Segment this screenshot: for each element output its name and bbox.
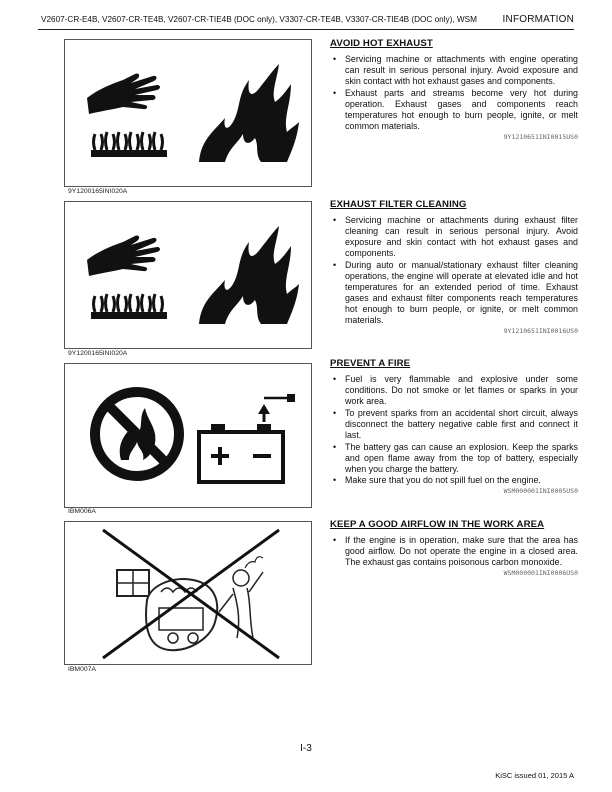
hot-surface-icon [91,132,167,157]
section-prevent-a-fire [330,358,578,495]
list-item: • To prevent sparks from an accidental short circuit, always disconnect the battery negative cable first and connect it last. [330,408,578,441]
flame-icon [199,226,299,324]
section-keep-good-airflow [330,519,578,577]
list-item: • Exhaust parts and streams become very hot during operation. Exhaust gases and components reach temperatures hot enough to burn people, ignite, or melt common materials. [330,88,578,132]
list-item: • During auto or manual/stationary exhaust filter cleaning operations, the engine will operate at elevated idle and hot temperatures for an extended period of time. Exhaust gases and exhaust filter components reach temperatures hot enough to burn people, or ignite, or melt common materials. [330,260,578,327]
section-avoid-hot-exhaust [330,38,578,141]
reference-code: 9Y1210651INI0016US0 [503,327,578,336]
list-item: • Fuel is very flammable and explosive under some conditions. Do not smoke or let flames or sparks in your work area. [330,374,578,407]
bullet-list [330,535,578,568]
hot-surface-icon [91,294,167,319]
list-item: • Servicing machine or attachments during exhaust filter cleaning can result in serious personal injury. Avoid exposure and skin contact with hot exhaust gases and components. [330,215,578,259]
list-item: • The battery gas can cause an explosion. Keep the sparks and open flame away from the top of battery, especially when you charge the battery. [330,442,578,475]
figure-code-3: IBM006A [68,508,96,515]
section-title: PREVENT A FIRE [330,358,411,369]
section-title: KEEP A GOOD AIRFLOW IN THE WORK AREA [330,519,545,530]
figure-code-4: IBM007A [68,666,96,673]
section-title: EXHAUST FILTER CLEANING [330,199,467,210]
bullet-list [330,215,578,326]
header-divider [38,29,574,30]
section-exhaust-filter-cleaning [330,199,578,335]
bullet-list [330,54,578,132]
header-models: V2607-CR-E4B, V2607-CR-TE4B, V2607-CR-TIE4B (DOC only), V3307-CR-TE4B, V3307-CR-TIE4B (DOC only), WSM [41,15,477,24]
list-item: • Servicing machine or attachments with engine operating can result in serious personal injury. Avoid exposure and skin contact with hot exhaust gases and components. [330,54,578,87]
hot-exhaust-illustration [65,40,311,186]
reference-code: WSM000001INI0005US0 [503,487,578,496]
figure-panel-4 [64,521,312,665]
flame-icon [199,64,299,162]
page-number: I-3 [300,743,312,754]
issue-label: KiSC issued 01, 2015 A [495,771,574,780]
engine-closed-room-icon [117,557,263,651]
figure-panel-1 [64,39,312,187]
figure-code-1: 9Y1200165INI020A [68,188,128,195]
exhaust-filter-illustration [65,202,311,348]
list-item: • If the engine is in operation, make sure that the area has good airflow. Do not operate the engine in a closed area. The exhaust gas contains poisonous carbon monoxide. [330,535,578,568]
hand-icon [87,235,160,276]
airflow-illustration [65,522,311,664]
battery-icon [199,394,295,482]
no-flame-icon [95,392,179,476]
prevent-fire-illustration [65,364,311,507]
figure-panel-3 [64,363,312,508]
reference-code: 9Y1210651INI0015US0 [503,133,578,142]
header-section: INFORMATION [502,14,574,25]
figure-panel-2 [64,201,312,349]
figure-code-2: 9Y1200165INI020A [68,350,128,357]
hand-icon [87,73,160,114]
list-item: • Make sure that you do not spill fuel on the engine. [330,475,578,486]
section-title: AVOID HOT EXHAUST [330,38,433,49]
bullet-list [330,374,578,486]
reference-code: WSM000001INI0006US0 [503,569,578,578]
